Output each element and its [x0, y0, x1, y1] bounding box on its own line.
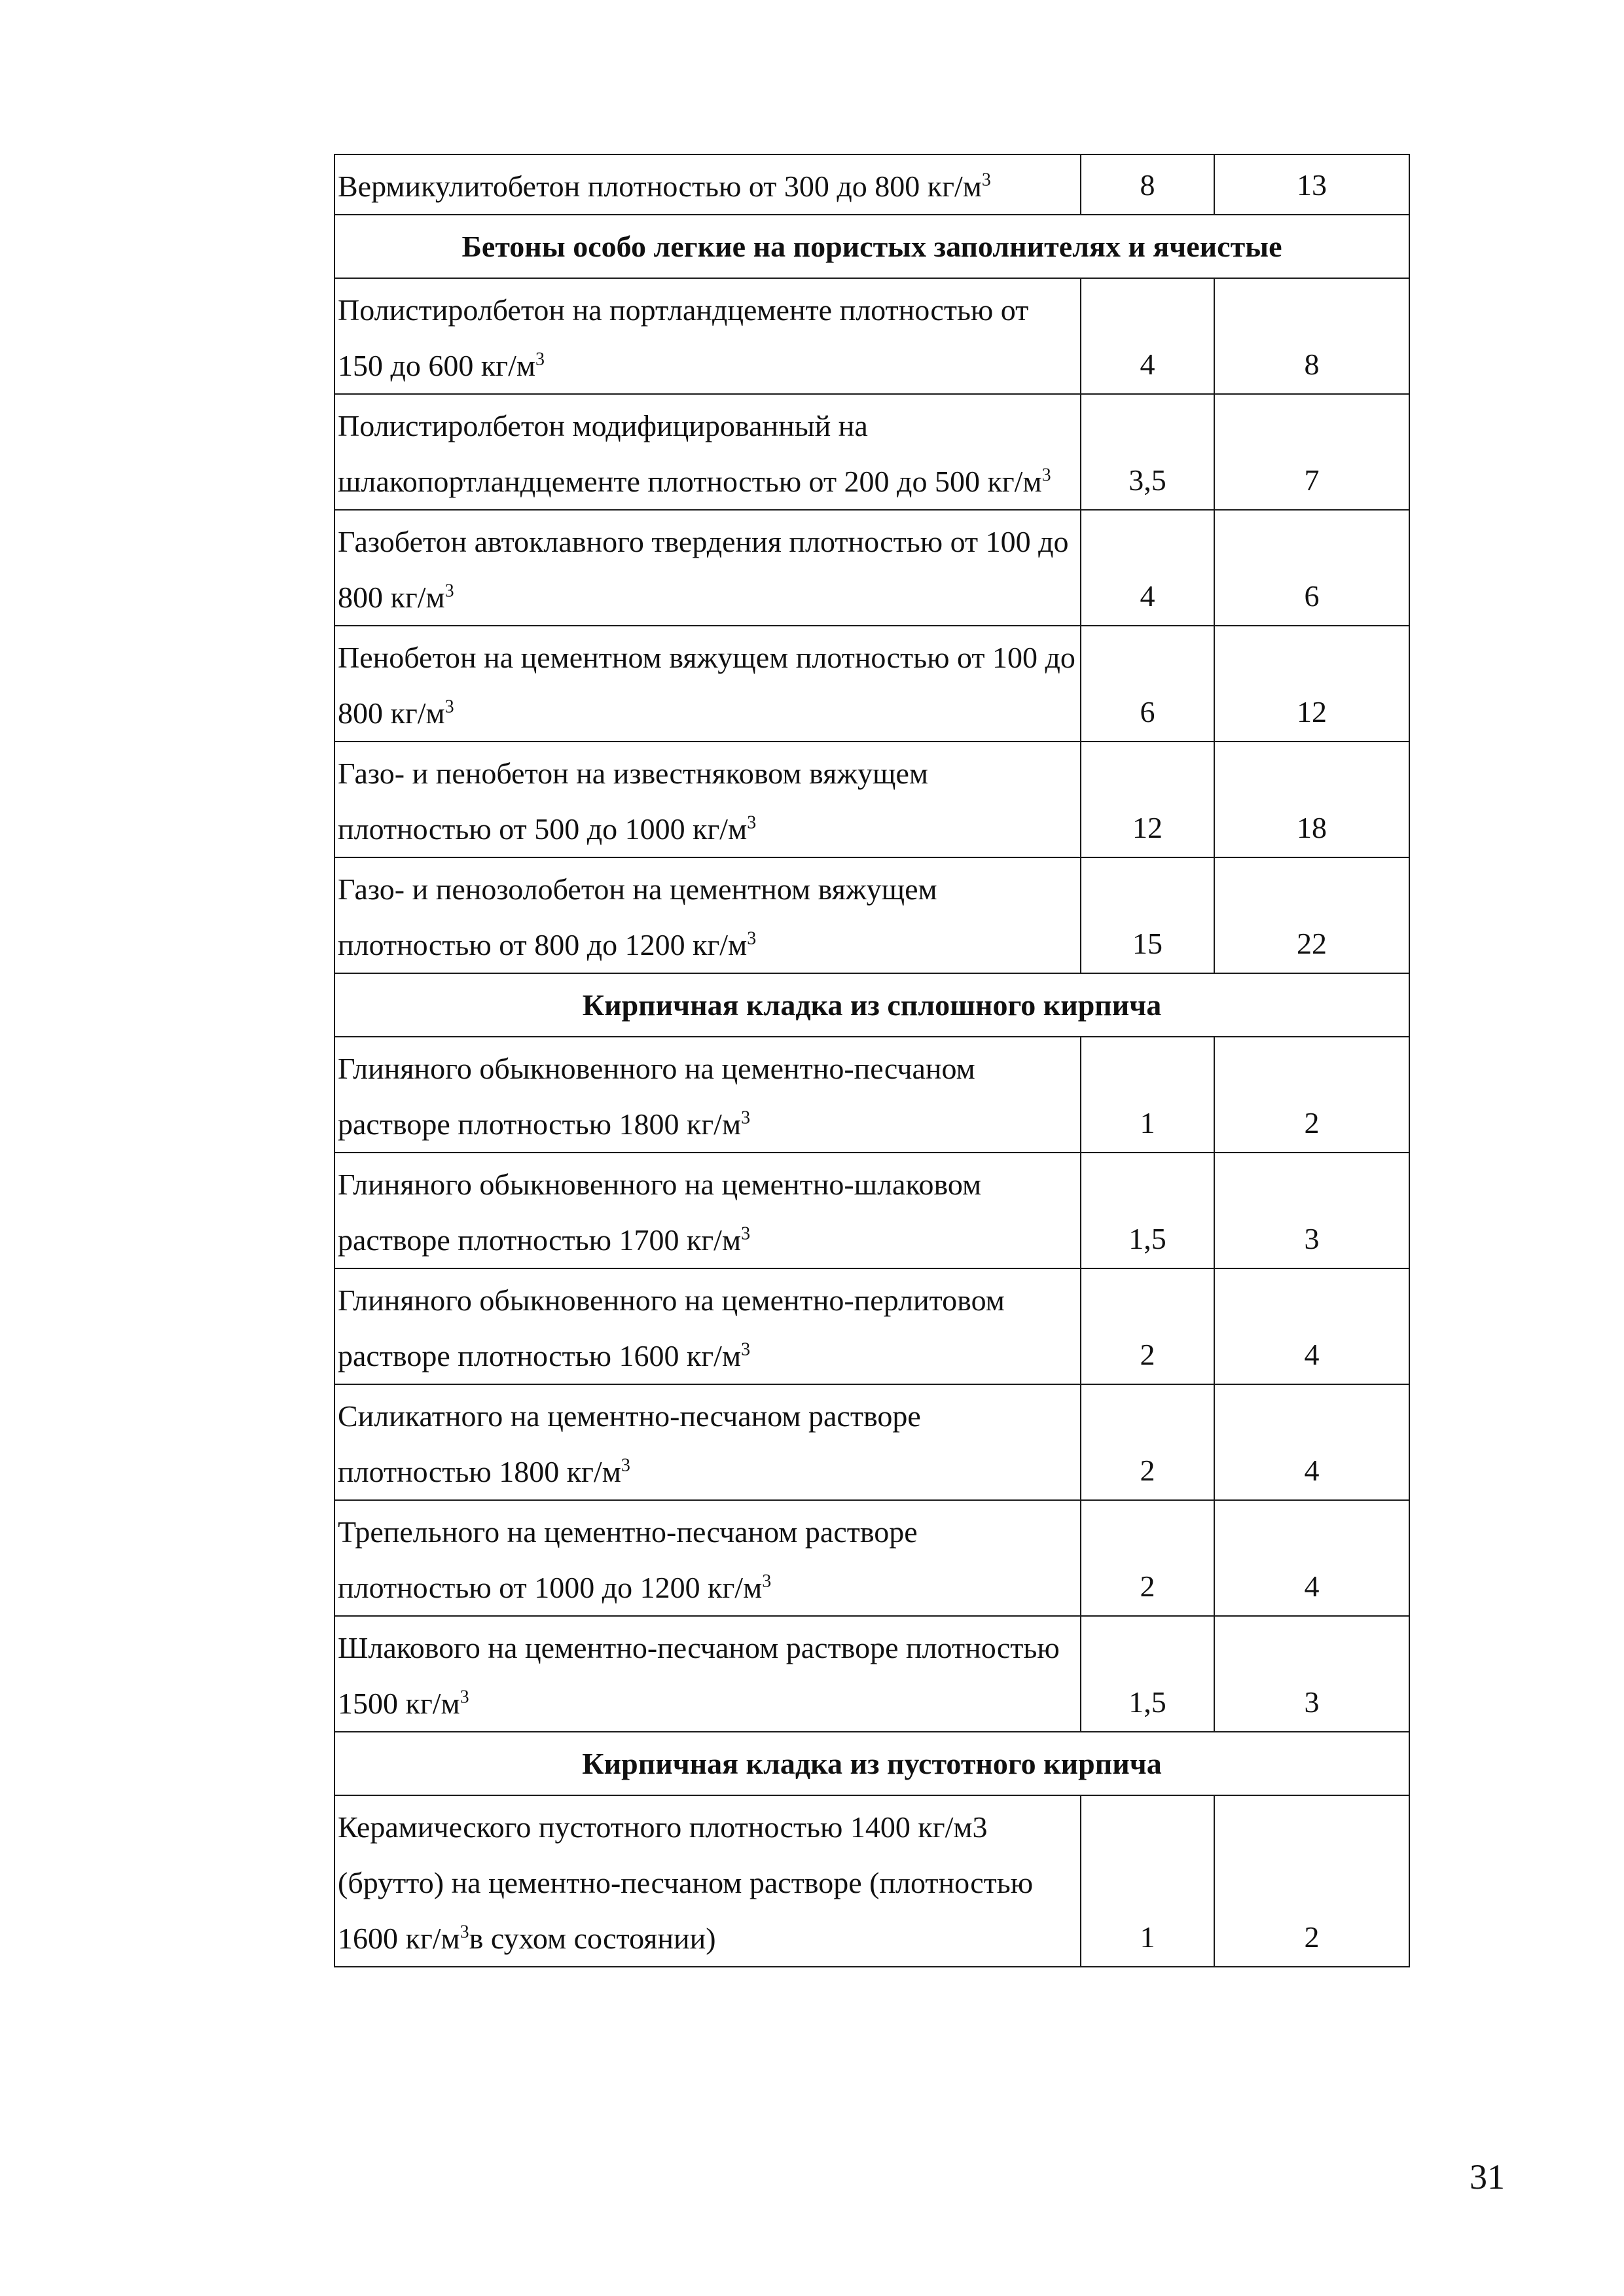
value-col-1: 1,5 — [1081, 1153, 1214, 1268]
section-title: Бетоны особо легкие на пористых заполнителях и ячеистые — [334, 215, 1409, 278]
table-row — [334, 742, 1409, 857]
value-col-2: 4 — [1214, 1268, 1409, 1384]
value-col-1: 6 — [1081, 626, 1214, 742]
material-description: Глиняного обыкновенного на цементно-шлаковом растворе плотностью 1700 $кг/м^3$ — [334, 1153, 1081, 1268]
table-row — [334, 1500, 1409, 1616]
table-row — [334, 626, 1409, 742]
value-col-2: 6 — [1214, 510, 1409, 626]
section-header-row — [334, 215, 1409, 278]
value-col-1: 8 — [1081, 154, 1214, 215]
material-description: Полистиролбетон на портландцементе плотностью от 150 до 600 $кг/м^3$ — [334, 278, 1081, 394]
value-col-2: 4 — [1214, 1500, 1409, 1616]
value-col-1: 12 — [1081, 742, 1214, 857]
value-col-1: 3,5 — [1081, 394, 1214, 510]
material-description: Вермикулитобетон плотностью от 300 до 800 $кг/м^3$ — [334, 154, 1081, 215]
table-row — [334, 154, 1409, 215]
material-description: Газобетон автоклавного твердения плотностью от 100 до 800 $кг/м^3$ — [334, 510, 1081, 626]
material-description: Глиняного обыкновенного на цементно-перлитовом растворе плотностью 1600 $кг/м^3$ — [334, 1268, 1081, 1384]
value-col-1: 2 — [1081, 1500, 1214, 1616]
material-description: Силикатного на цементно-песчаном растворе плотностью 1800 $кг/м^3$ — [334, 1384, 1081, 1500]
material-description: Шлакового на цементно-песчаном растворе плотностью 1500 $кг/м^3$ — [334, 1616, 1081, 1732]
material-description: Керамического пустотного плотностью 1400 кг/м3 (брутто) на цементно-песчаном растворе (плотностью 1600 $кг/м^3в$ сухом состоянии) — [334, 1795, 1081, 1967]
value-col-2: 12 — [1214, 626, 1409, 742]
value-col-1: 2 — [1081, 1268, 1214, 1384]
material-description: Газо- и пенозолобетон на цементном вяжущем плотностью от 800 до 1200 $кг/м^3$ — [334, 857, 1081, 973]
section-header-row — [334, 973, 1409, 1037]
value-col-2: 3 — [1214, 1616, 1409, 1732]
value-col-2: 13 — [1214, 154, 1409, 215]
section-title: Кирпичная кладка из сплошного кирпича — [334, 973, 1409, 1037]
value-col-1: 1,5 — [1081, 1616, 1214, 1732]
value-col-1: 2 — [1081, 1384, 1214, 1500]
table-row — [334, 1616, 1409, 1732]
material-description: Газо- и пенобетон на известняковом вяжущем плотностью от 500 до 1000 $кг/м^3$ — [334, 742, 1081, 857]
material-table — [334, 154, 1410, 1967]
table-row — [334, 1795, 1409, 1967]
value-col-2: 8 — [1214, 278, 1409, 394]
value-col-2: 18 — [1214, 742, 1409, 857]
section-title: Кирпичная кладка из пустотного кирпича — [334, 1732, 1409, 1795]
value-col-2: 2 — [1214, 1795, 1409, 1967]
value-col-1: 1 — [1081, 1037, 1214, 1153]
table-row — [334, 857, 1409, 973]
table-row — [334, 1384, 1409, 1500]
material-description: Глиняного обыкновенного на цементно-песчаном растворе плотностью 1800 $кг/м^3$ — [334, 1037, 1081, 1153]
value-col-1: 4 — [1081, 510, 1214, 626]
material-description: Полистиролбетон модифицированный на шлакопортландцементе плотностью от 200 до 500 $кг/м^3$ — [334, 394, 1081, 510]
table-body — [334, 154, 1409, 1967]
value-col-2: 3 — [1214, 1153, 1409, 1268]
page-number: 31 — [1470, 2157, 1505, 2197]
value-col-2: 4 — [1214, 1384, 1409, 1500]
value-col-2: 22 — [1214, 857, 1409, 973]
table-row — [334, 394, 1409, 510]
section-header-row — [334, 1732, 1409, 1795]
value-col-1: 1 — [1081, 1795, 1214, 1967]
material-description: Трепельного на цементно-песчаном растворе плотностью от 1000 до 1200 $кг/м^3$ — [334, 1500, 1081, 1616]
table-row — [334, 278, 1409, 394]
table-row — [334, 1037, 1409, 1153]
material-description: Пенобетон на цементном вяжущем плотностью от 100 до 800 $кг/м^3$ — [334, 626, 1081, 742]
value-col-2: 7 — [1214, 394, 1409, 510]
table-row — [334, 1153, 1409, 1268]
value-col-2: 2 — [1214, 1037, 1409, 1153]
table-row — [334, 1268, 1409, 1384]
value-col-1: 15 — [1081, 857, 1214, 973]
value-col-1: 4 — [1081, 278, 1214, 394]
table-row — [334, 510, 1409, 626]
